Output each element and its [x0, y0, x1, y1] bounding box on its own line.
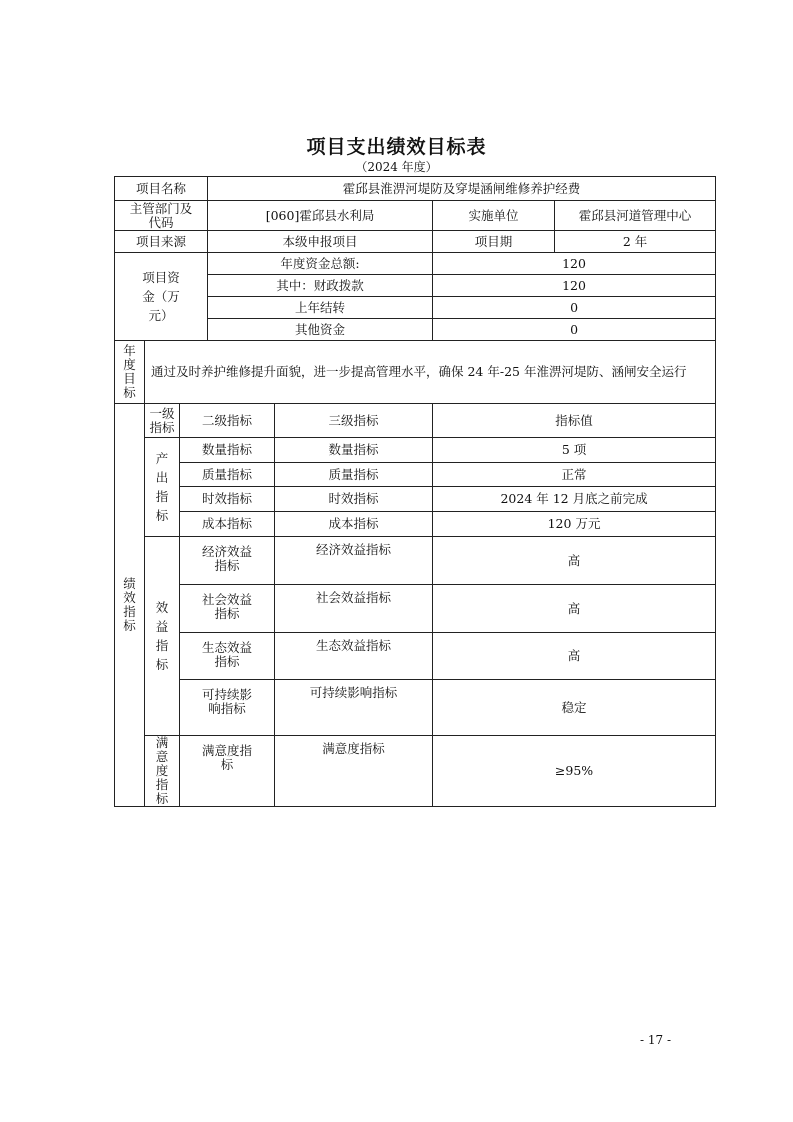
- funds-label: 项目资金（万元）: [115, 253, 208, 341]
- header-level1: 一级指标: [145, 404, 180, 438]
- satisfaction-indicator-row: [115, 736, 716, 807]
- page-number: - 17 -: [640, 1033, 672, 1047]
- output-value: 5 项: [433, 438, 716, 463]
- project-name-value: 霍邱县淮淠河堤防及穿堤涵闸维修养护经费: [208, 177, 716, 201]
- output-indicators-label: 产出指标: [145, 438, 180, 537]
- output-value: 120 万元: [433, 512, 716, 537]
- benefit-level3: 可持续影响指标: [275, 680, 433, 736]
- project-source-value: 本级申报项目: [208, 231, 433, 253]
- satisfaction-level3: 满意度指标: [275, 736, 433, 807]
- page-title: 项目支出绩效目标表: [306, 136, 487, 158]
- indicator-header-row: [115, 404, 716, 438]
- satisfaction-level2: 满意度指标: [180, 736, 275, 807]
- satisfaction-indicators-label: 满意度指标: [145, 736, 180, 807]
- project-source-row: [115, 231, 716, 253]
- output-indicator-row: [115, 463, 716, 487]
- benefit-indicator-row: [115, 585, 716, 633]
- department-label: 主管部门及代码: [115, 201, 208, 231]
- output-value: 2024 年 12 月底之前完成: [433, 487, 716, 512]
- header-level3: 三级指标: [275, 404, 433, 438]
- header-level2: 二级指标: [180, 404, 275, 438]
- output-level3: 成本指标: [275, 512, 433, 537]
- output-level3: 质量指标: [275, 463, 433, 487]
- output-level3: 数量指标: [275, 438, 433, 463]
- annual-goal-text: 通过及时养护维修提升面貌，进一步提高管理水平，确保 24 年-25 年淮淠河堤防、涵闸安全运行: [145, 341, 716, 404]
- output-level3: 时效指标: [275, 487, 433, 512]
- funds-fiscal-label: 其中：财政拨款: [208, 275, 433, 297]
- indicators-section-label: 绩效指标: [115, 404, 145, 807]
- benefit-level3: 社会效益指标: [275, 585, 433, 633]
- funds-total-value: 120: [433, 253, 716, 275]
- benefit-level2: 可持续影响指标: [180, 680, 275, 736]
- benefit-indicator-row: [115, 633, 716, 680]
- benefit-value: 高: [433, 537, 716, 585]
- benefit-level2: 生态效益指标: [180, 633, 275, 680]
- benefit-indicator-row: [115, 680, 716, 736]
- performance-target-table: [114, 176, 716, 807]
- satisfaction-value: ≥95%: [433, 736, 716, 807]
- output-level2: 数量指标: [180, 438, 275, 463]
- project-period-label: 项目期: [433, 231, 555, 253]
- funds-row: [115, 253, 716, 275]
- benefit-indicator-row: [115, 537, 716, 585]
- implementing-unit-label: 实施单位: [433, 201, 555, 231]
- page-subtitle: （2024 年度）: [355, 160, 438, 174]
- output-level2: 成本指标: [180, 512, 275, 537]
- project-name-label: 项目名称: [115, 177, 208, 201]
- header-value: 指标值: [433, 404, 716, 438]
- output-indicator-row: [115, 512, 716, 537]
- project-period-value: 2 年: [555, 231, 716, 253]
- benefit-value: 高: [433, 633, 716, 680]
- benefit-level3: 生态效益指标: [275, 633, 433, 680]
- output-level2: 质量指标: [180, 463, 275, 487]
- benefit-level3: 经济效益指标: [275, 537, 433, 585]
- project-name-row: [115, 177, 716, 201]
- project-source-label: 项目来源: [115, 231, 208, 253]
- annual-goal-label: 年度目标: [115, 341, 145, 404]
- benefit-value: 高: [433, 585, 716, 633]
- funds-other-label: 其他资金: [208, 319, 433, 341]
- funds-carryover-value: 0: [433, 297, 716, 319]
- funds-total-label: 年度资金总额:: [208, 253, 433, 275]
- output-indicator-row: [115, 487, 716, 512]
- benefit-level2: 经济效益指标: [180, 537, 275, 585]
- benefit-indicators-label: 效益指标: [145, 537, 180, 736]
- output-indicator-row: [115, 438, 716, 463]
- annual-goal-row: [115, 341, 716, 404]
- funds-fiscal-value: 120: [433, 275, 716, 297]
- implementing-unit-value: 霍邱县河道管理中心: [555, 201, 716, 231]
- output-value: 正常: [433, 463, 716, 487]
- department-row: [115, 201, 716, 231]
- output-level2: 时效指标: [180, 487, 275, 512]
- benefit-level2: 社会效益指标: [180, 585, 275, 633]
- funds-other-value: 0: [433, 319, 716, 341]
- department-value: [060]霍邱县水利局: [208, 201, 433, 231]
- funds-carryover-label: 上年结转: [208, 297, 433, 319]
- benefit-value: 稳定: [433, 680, 716, 736]
